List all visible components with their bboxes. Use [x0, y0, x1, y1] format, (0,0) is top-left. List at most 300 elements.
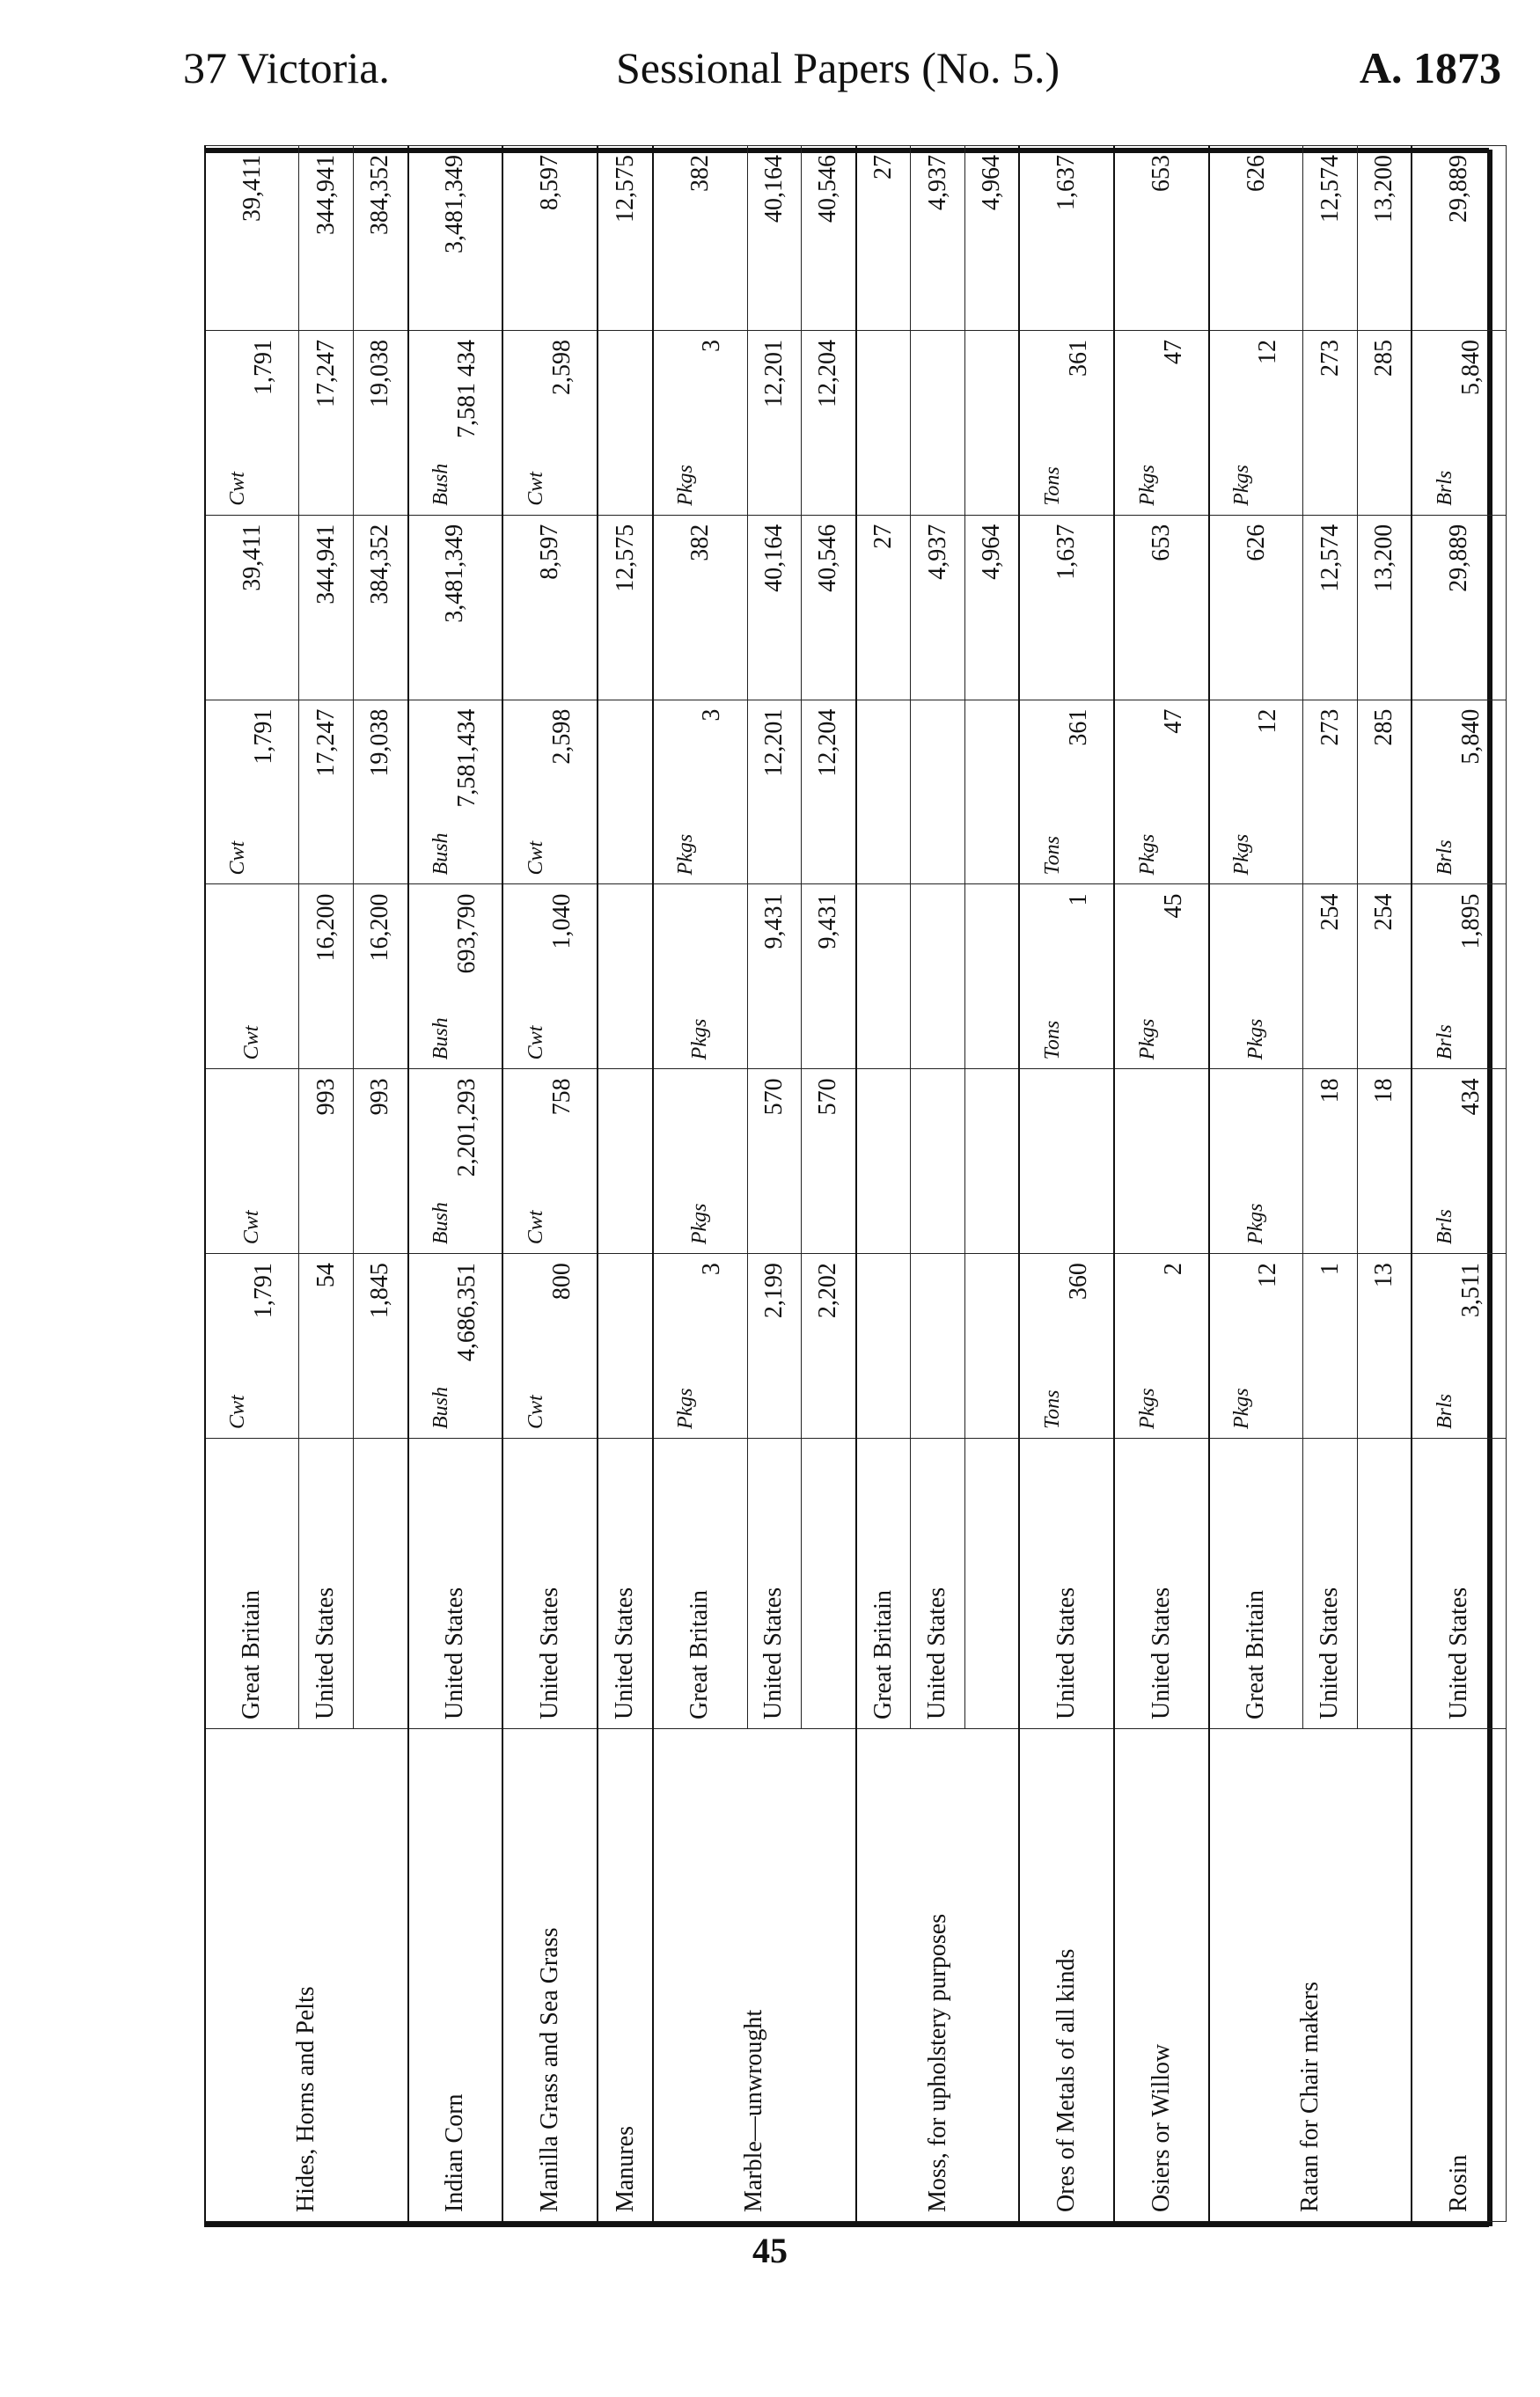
value-text: 29,889 [1445, 155, 1473, 223]
unit-label: Bush [429, 1202, 452, 1245]
value-text: 1,040 [547, 893, 576, 949]
unit-label: Cwt [524, 1395, 547, 1429]
unit-label: Pkgs [1135, 833, 1159, 876]
value-cell-c4 [856, 700, 911, 884]
value-text: 12,201 [759, 708, 788, 777]
value-text: 384,352 [366, 524, 394, 605]
value-cell-c3 [1303, 884, 1357, 1069]
value-text: 4,964 [978, 155, 1006, 210]
unit-label: Cwt [226, 840, 250, 876]
value-cell-c7 [408, 146, 503, 331]
article-name: Manures [598, 1729, 653, 2222]
value-cell-c6 [1019, 330, 1114, 515]
value-text: 626 [1242, 524, 1270, 561]
value-cell-c2 [653, 1069, 747, 1254]
value-cell-c1 [205, 1254, 299, 1439]
value-cell-c5 [598, 515, 653, 700]
value-cell-c4 [1303, 700, 1357, 884]
value-cell-c4 [1019, 700, 1114, 884]
value-text: 1,895 [1456, 893, 1485, 949]
unit-label: Pkgs [688, 1018, 712, 1060]
value-cell-c1 [1412, 1254, 1506, 1439]
unit-label: Brls [1433, 1393, 1456, 1429]
value-cell-c5 [205, 515, 299, 700]
value-cell-c3 [1357, 884, 1412, 1069]
value-cell-c7 [801, 146, 855, 331]
value-cell-c6 [353, 330, 407, 515]
value-cell-c2 [502, 1069, 598, 1254]
value-cell-c3 [353, 884, 407, 1069]
country-name: United States [1114, 1439, 1209, 1729]
value-text: 800 [547, 1263, 576, 1301]
value-cell-c2 [408, 1069, 503, 1254]
value-text: 16,200 [366, 893, 394, 962]
value-cell-c4 [1412, 700, 1506, 884]
value-cell-c3 [598, 884, 653, 1069]
value-text: 12,574 [1316, 524, 1344, 592]
value-text: 361 [1064, 708, 1092, 746]
value-text: 285 [1370, 339, 1398, 377]
value-text: 7,581 434 [452, 339, 480, 438]
table-row [1114, 146, 1209, 2222]
value-text: 993 [312, 1078, 340, 1116]
value-text: 273 [1316, 708, 1344, 746]
value-cell-c2 [299, 1069, 353, 1254]
value-cell-c2 [801, 1069, 855, 1254]
value-text: 3,481,349 [441, 524, 469, 623]
value-cell-c2 [1114, 1069, 1209, 1254]
value-cell-c6 [1114, 330, 1209, 515]
value-text: 17,247 [312, 708, 340, 777]
value-text: 8,597 [536, 155, 564, 210]
value-text: 54 [312, 1263, 340, 1288]
value-cell-c7 [1114, 146, 1209, 331]
value-text: 12,204 [814, 708, 842, 777]
value-text: 1,845 [366, 1263, 394, 1319]
table-row [1019, 146, 1114, 2222]
value-text: 40,546 [814, 524, 842, 592]
value-cell-c4 [1114, 700, 1209, 884]
value-text: 12 [1254, 1263, 1282, 1288]
value-cell-c1 [911, 1254, 964, 1439]
value-cell-c5 [1019, 515, 1114, 700]
value-cell-c6 [502, 330, 598, 515]
value-text: 382 [686, 524, 714, 561]
unit-label: Brls [1433, 470, 1456, 506]
country-name: United States [1019, 1439, 1114, 1729]
value-cell-c3 [1412, 884, 1506, 1069]
value-cell-c7 [205, 146, 299, 331]
value-text: 4,964 [978, 524, 1006, 580]
value-cell-c3 [911, 884, 964, 1069]
value-cell-c1 [653, 1254, 747, 1439]
unit-label: Tons [1040, 1389, 1064, 1429]
value-cell-c3 [964, 884, 1019, 1069]
unit-label: Bush [429, 1017, 452, 1060]
value-cell-c5 [747, 515, 801, 700]
value-cell-c3 [408, 884, 503, 1069]
value-cell-c6 [964, 330, 1019, 515]
value-cell-c7 [502, 146, 598, 331]
value-cell-c7 [1019, 146, 1114, 331]
value-cell-c1 [408, 1254, 503, 1439]
value-cell-c6 [1357, 330, 1412, 515]
table-row [1412, 146, 1506, 2222]
value-cell-c2 [1019, 1069, 1114, 1254]
value-cell-c5 [801, 515, 855, 700]
value-cell-c5 [408, 515, 503, 700]
header-center: Sessional Papers (No. 5.) [616, 43, 1060, 92]
value-text: 434 [1456, 1078, 1485, 1116]
country-name [1357, 1439, 1412, 1729]
article-name: Indian Corn [408, 1729, 503, 2222]
country-name: United States [502, 1439, 598, 1729]
value-cell-c4 [598, 700, 653, 884]
value-cell-c7 [964, 146, 1019, 331]
page-number: 45 [752, 2231, 788, 2270]
value-text: 1,637 [1052, 155, 1081, 210]
value-cell-c6 [1303, 330, 1357, 515]
value-text: 19,038 [366, 339, 394, 407]
value-cell-c7 [1412, 146, 1506, 331]
article-name: Osiers or Willow [1114, 1729, 1209, 2222]
value-cell-c7 [911, 146, 964, 331]
table-row [1209, 146, 1303, 2222]
value-text: 2,199 [759, 1263, 788, 1319]
value-text: 39,411 [238, 155, 266, 222]
value-cell-c2 [1357, 1069, 1412, 1254]
value-text: 3,511 [1456, 1263, 1485, 1318]
unit-label: Pkgs [674, 1388, 698, 1429]
value-cell-c6 [408, 330, 503, 515]
value-text: 8,597 [536, 524, 564, 580]
value-cell-c3 [1209, 884, 1303, 1069]
unit-label: Pkgs [674, 833, 698, 876]
country-name: United States [1412, 1439, 1506, 1729]
country-name [964, 1439, 1019, 1729]
value-text: 12,575 [611, 524, 639, 592]
value-cell-c2 [856, 1069, 911, 1254]
rotated-table-wrapper [204, 145, 1507, 2222]
value-text: 254 [1370, 893, 1398, 931]
value-text: 9,431 [759, 893, 788, 949]
value-cell-c2 [1412, 1069, 1506, 1254]
value-cell-c6 [856, 330, 911, 515]
value-text: 47 [1159, 708, 1187, 734]
unit-label: Pkgs [674, 465, 698, 506]
value-cell-c5 [353, 515, 407, 700]
value-cell-c5 [1303, 515, 1357, 700]
value-cell-c3 [856, 884, 911, 1069]
value-cell-c3 [747, 884, 801, 1069]
value-text: 344,941 [312, 524, 340, 605]
value-cell-c4 [911, 700, 964, 884]
value-text: 18 [1316, 1078, 1344, 1103]
value-cell-c1 [502, 1254, 598, 1439]
value-cell-c5 [911, 515, 964, 700]
value-cell-c1 [299, 1254, 353, 1439]
value-cell-c1 [1209, 1254, 1303, 1439]
value-cell-c3 [205, 884, 299, 1069]
value-cell-c4 [1209, 700, 1303, 884]
value-text: 16,200 [312, 893, 340, 962]
value-cell-c1 [598, 1254, 653, 1439]
value-text: 7,581,434 [452, 708, 480, 808]
value-text: 384,352 [366, 155, 394, 235]
value-cell-c2 [911, 1069, 964, 1254]
value-cell-c1 [1114, 1254, 1209, 1439]
value-text: 12,204 [814, 339, 842, 407]
value-text: 2 [1159, 1263, 1187, 1276]
value-text: 5,840 [1456, 708, 1485, 765]
unit-label: Bush [429, 1387, 452, 1429]
value-cell-c2 [598, 1069, 653, 1254]
value-cell-c6 [747, 330, 801, 515]
value-text: 254 [1316, 893, 1344, 931]
value-cell-c2 [1303, 1069, 1357, 1254]
value-text: 27 [869, 155, 897, 180]
value-cell-c1 [1303, 1254, 1357, 1439]
value-cell-c6 [801, 330, 855, 515]
unit-label: Tons [1040, 466, 1064, 506]
value-text: 40,164 [759, 524, 788, 592]
value-text: 3 [698, 1263, 726, 1276]
value-cell-c7 [856, 146, 911, 331]
value-cell-c4 [1357, 700, 1412, 884]
value-cell-c6 [205, 330, 299, 515]
country-name: United States [1303, 1439, 1357, 1729]
value-cell-c1 [856, 1254, 911, 1439]
value-cell-c6 [911, 330, 964, 515]
value-text: 570 [759, 1078, 788, 1116]
value-text: 1 [1064, 893, 1092, 906]
value-text: 40,546 [814, 155, 842, 223]
unit-label: Brls [1433, 839, 1456, 876]
value-cell-c3 [299, 884, 353, 1069]
value-cell-c7 [353, 146, 407, 331]
value-cell-c1 [1357, 1254, 1412, 1439]
value-cell-c7 [598, 146, 653, 331]
value-text: 29,889 [1445, 524, 1473, 592]
value-cell-c6 [1412, 330, 1506, 515]
value-cell-c2 [747, 1069, 801, 1254]
value-cell-c1 [964, 1254, 1019, 1439]
value-text: 653 [1148, 155, 1176, 192]
value-cell-c7 [1209, 146, 1303, 331]
value-text: 3,481,349 [441, 155, 469, 253]
value-text: 9,431 [814, 893, 842, 949]
country-name: United States [299, 1439, 353, 1729]
value-cell-c4 [653, 700, 747, 884]
value-text: 360 [1064, 1263, 1092, 1301]
value-cell-c3 [502, 884, 598, 1069]
value-cell-c5 [653, 515, 747, 700]
value-text: 693,790 [452, 893, 480, 974]
header-left: 37 Victoria. [183, 43, 390, 92]
value-text: 12,575 [611, 155, 639, 223]
value-text: 45 [1159, 893, 1187, 919]
value-cell-c5 [502, 515, 598, 700]
value-cell-c5 [1114, 515, 1209, 700]
unit-label: Tons [1040, 835, 1064, 876]
value-cell-c4 [408, 700, 503, 884]
table-row [856, 146, 911, 2222]
value-text: 12 [1254, 708, 1282, 734]
page-header [0, 42, 1540, 121]
value-cell-c1 [801, 1254, 855, 1439]
table-row [502, 146, 598, 2222]
value-cell-c4 [964, 700, 1019, 884]
value-text: 5,840 [1456, 339, 1485, 395]
unit-label: Tons [1040, 1020, 1064, 1060]
value-text: 13 [1370, 1263, 1398, 1288]
country-name: Great Britain [856, 1439, 911, 1729]
table-frame-bottom [204, 2222, 1489, 2227]
value-text: 27 [869, 524, 897, 549]
value-cell-c4 [299, 700, 353, 884]
unit-label: Cwt [524, 1025, 547, 1060]
trade-table [204, 145, 1507, 2222]
value-cell-c4 [747, 700, 801, 884]
value-text: 1,637 [1052, 524, 1081, 580]
value-text: 12,574 [1316, 155, 1344, 223]
value-cell-c6 [653, 330, 747, 515]
value-cell-c2 [353, 1069, 407, 1254]
value-text: 2,201,293 [452, 1078, 480, 1177]
country-name: Great Britain [1209, 1439, 1303, 1729]
article-name: Manilla Grass and Sea Grass [502, 1729, 598, 2222]
value-cell-c3 [653, 884, 747, 1069]
country-name: United States [598, 1439, 653, 1729]
header-right: A. 1873 [1359, 43, 1501, 92]
value-text: 2,598 [547, 339, 576, 395]
unit-label: Brls [1433, 1209, 1456, 1245]
country-name [801, 1439, 855, 1729]
value-cell-c7 [747, 146, 801, 331]
value-cell-c5 [856, 515, 911, 700]
article-name: Ores of Metals of all kinds [1019, 1729, 1114, 2222]
value-cell-c3 [1114, 884, 1209, 1069]
unit-label: Cwt [524, 840, 547, 876]
value-text: 1 [1316, 1263, 1344, 1276]
table-row [205, 146, 299, 2222]
value-text: 40,164 [759, 155, 788, 223]
value-cell-c5 [1209, 515, 1303, 700]
value-text: 4,937 [923, 155, 951, 210]
table-row [408, 146, 503, 2222]
value-text: 1,791 [250, 339, 278, 395]
value-cell-c7 [653, 146, 747, 331]
value-text: 285 [1370, 708, 1398, 746]
unit-label: Cwt [226, 472, 250, 506]
value-text: 17,247 [312, 339, 340, 407]
value-cell-c4 [502, 700, 598, 884]
article-name: Rosin [1412, 1729, 1506, 2222]
value-cell-c7 [1357, 146, 1412, 331]
article-name: Ratan for Chair makers [1209, 1729, 1412, 2222]
unit-label: Bush [429, 832, 452, 876]
country-name: United States [747, 1439, 801, 1729]
unit-label: Cwt [240, 1210, 264, 1245]
value-cell-c2 [1209, 1069, 1303, 1254]
value-cell-c5 [1357, 515, 1412, 700]
value-cell-c1 [353, 1254, 407, 1439]
value-text: 1,791 [250, 708, 278, 765]
unit-label: Brls [1433, 1024, 1456, 1060]
unit-label: Pkgs [1135, 1388, 1159, 1429]
table-row [598, 146, 653, 2222]
table-row [653, 146, 747, 2222]
value-cell-c6 [299, 330, 353, 515]
value-text: 47 [1159, 339, 1187, 364]
value-text: 12,201 [759, 339, 788, 407]
article-name: Moss, for upholstery purposes [856, 1729, 1020, 2222]
unit-label: Cwt [226, 1395, 250, 1429]
value-text: 3 [698, 708, 726, 722]
article-name: Hides, Horns and Pelts [205, 1729, 408, 2222]
value-cell-c5 [299, 515, 353, 700]
value-text: 344,941 [312, 155, 340, 235]
value-cell-c7 [299, 146, 353, 331]
value-text: 4,686,351 [452, 1263, 480, 1362]
country-name: Great Britain [205, 1439, 299, 1729]
value-cell-c3 [801, 884, 855, 1069]
trade-table-body [205, 146, 1507, 2222]
value-text: 758 [547, 1078, 576, 1116]
unit-label: Pkgs [1230, 1388, 1254, 1429]
value-cell-c4 [205, 700, 299, 884]
value-text: 4,937 [923, 524, 951, 580]
value-cell-c6 [1209, 330, 1303, 515]
value-text: 361 [1064, 339, 1092, 377]
value-cell-c6 [598, 330, 653, 515]
value-text: 2,598 [547, 708, 576, 765]
value-cell-c2 [205, 1069, 299, 1254]
unit-label: Pkgs [688, 1203, 712, 1245]
value-cell-c2 [964, 1069, 1019, 1254]
unit-label: Pkgs [1230, 465, 1254, 506]
unit-label: Cwt [240, 1025, 264, 1060]
value-cell-c1 [747, 1254, 801, 1439]
value-text: 993 [366, 1078, 394, 1116]
unit-label: Pkgs [1244, 1203, 1268, 1245]
unit-label: Bush [429, 463, 452, 506]
value-text: 626 [1242, 155, 1270, 192]
unit-label: Cwt [524, 472, 547, 506]
value-text: 1,791 [250, 1263, 278, 1319]
country-name [353, 1439, 407, 1729]
country-name: United States [911, 1439, 964, 1729]
unit-label: Cwt [524, 1210, 547, 1245]
value-text: 2,202 [814, 1263, 842, 1319]
article-name: Marble—unwrought [653, 1729, 856, 2222]
value-text: 653 [1148, 524, 1176, 561]
value-text: 3 [698, 339, 726, 352]
value-cell-c5 [964, 515, 1019, 700]
value-text: 12 [1254, 339, 1282, 364]
value-text: 39,411 [238, 524, 266, 591]
value-cell-c4 [353, 700, 407, 884]
value-text: 273 [1316, 339, 1344, 377]
value-text: 382 [686, 155, 714, 192]
country-name: Great Britain [653, 1439, 747, 1729]
unit-label: Pkgs [1244, 1018, 1268, 1060]
value-text: 18 [1370, 1078, 1398, 1103]
value-text: 570 [814, 1078, 842, 1116]
value-cell-c3 [1019, 884, 1114, 1069]
value-text: 13,200 [1370, 155, 1398, 223]
unit-label: Pkgs [1135, 465, 1159, 506]
